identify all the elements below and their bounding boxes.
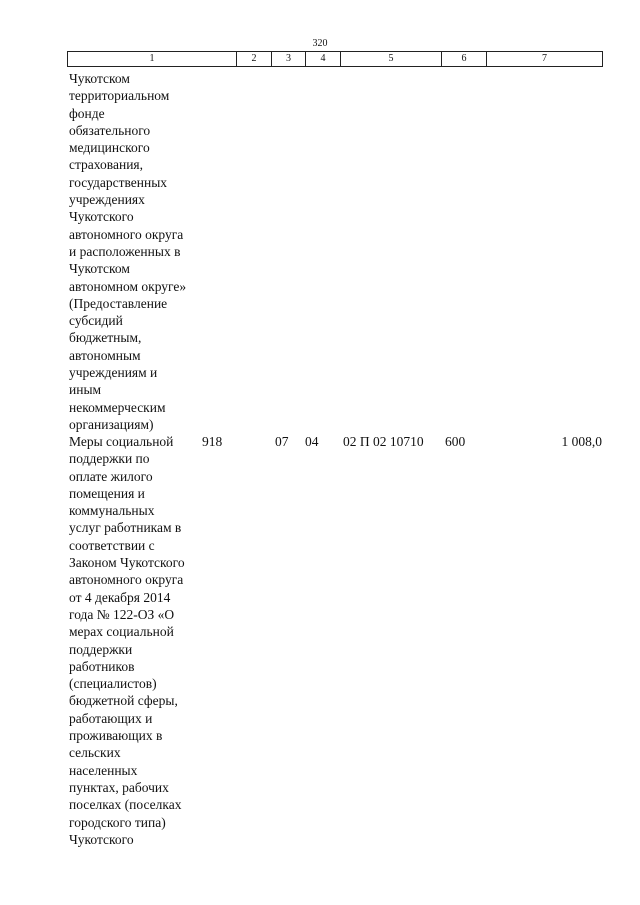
row-section: 07 (275, 434, 289, 449)
header-col-2: 2 (237, 52, 272, 67)
row-subsection: 04 (305, 434, 319, 449)
header-col-6: 6 (442, 52, 487, 67)
row-name-social-support: Меры социальной поддержки по оплате жилого помещения и коммунальных услуг работникам в соответствии с Законом Чукотского автономного округа от 4 декабря 2014 года № 122-ОЗ «О мерах социальной поддержки работников (специалистов) бюджетной сферы, работающих и проживающих в сельских населенных пунктах, рабочих поселках (поселках городского типа) Чукотского (69, 434, 185, 847)
header-col-3: 3 (272, 52, 306, 67)
column-number-header (67, 51, 603, 67)
row-expense-type: 600 (445, 434, 466, 449)
header-col-4: 4 (306, 52, 341, 67)
page-number: 320 (312, 38, 328, 49)
header-col-1: 1 (68, 52, 237, 67)
row-code: 918 (202, 434, 223, 449)
header-col-5: 5 (341, 52, 442, 67)
header-col-7: 7 (487, 52, 603, 67)
row-target-article: 02 П 02 10710 (343, 434, 424, 449)
row-amount: 1 008,0 (561, 434, 602, 449)
header-row (68, 52, 603, 67)
row-name-continuation: Чукотском территориальном фонде обязательного медицинского страхования, государственных учреждениях Чукотского автономного округа и расположенных в Чукотском автономном округе» (Предоставление субсидий бюджетным, автономным учреждениям и иным некоммерческим организациям) (69, 71, 187, 432)
